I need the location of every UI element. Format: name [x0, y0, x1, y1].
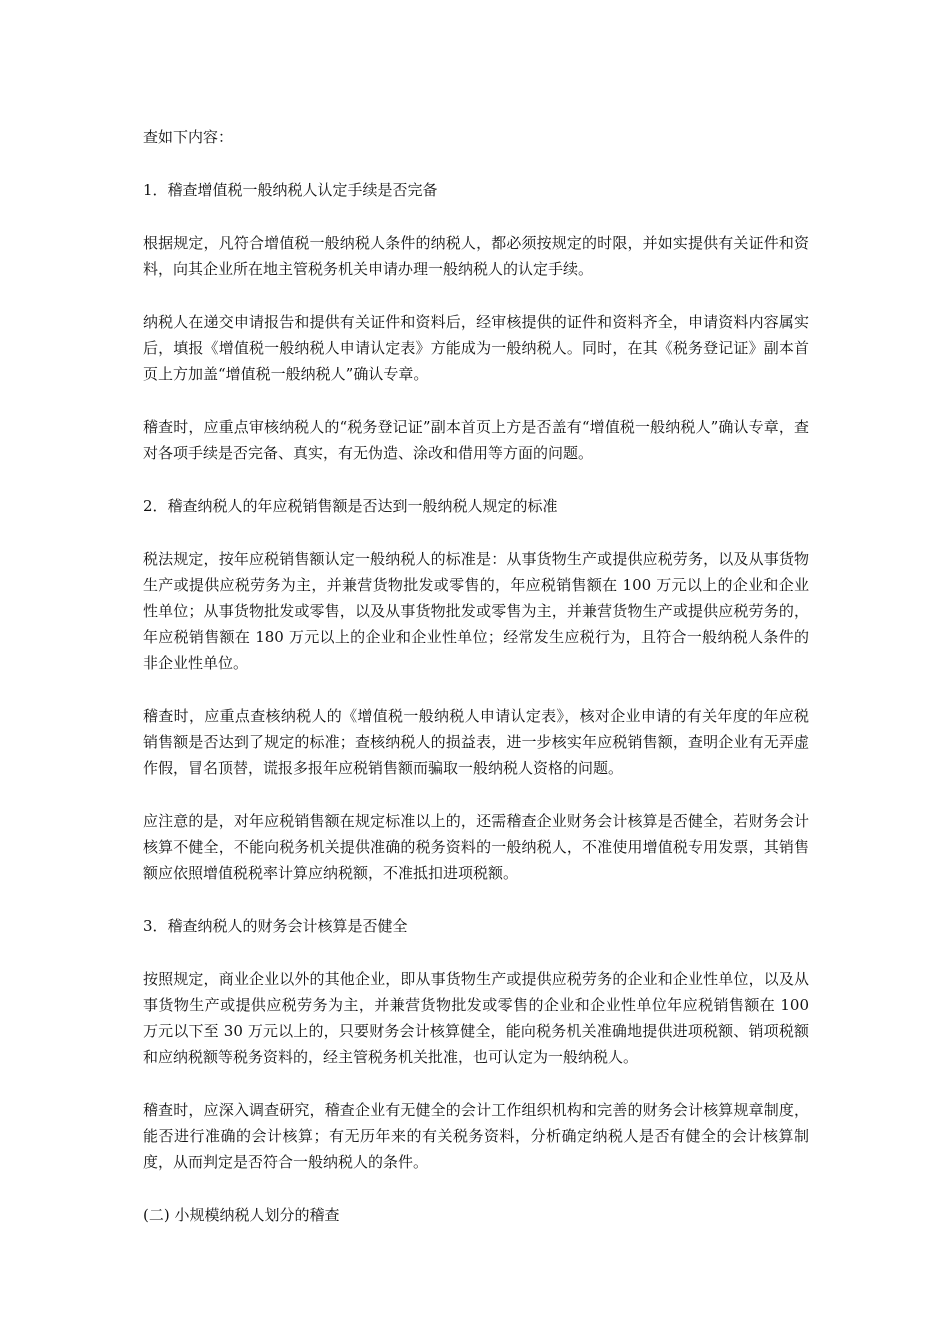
body-paragraph: 根据规定，凡符合增值税一般纳税人条件的纳税人，都必须按规定的时限，并如实提供有关证件和资料，向其企业所在地主管税务机关申请办理一般纳税人的认定手续。	[143, 234, 809, 278]
body-paragraph: 按照规定，商业企业以外的其他企业，即从事货物生产或提供应税劳务的企业和企业性单位，以及从事货物生产或提供应税劳务为主，并兼营货物批发或零售的企业和企业性单位年应税销售额在 100 万元以下至 30 万元以上的，只要财务会计核算健全，能向税务机关准确地提供进项税额、销项税额和应纳税额等税务资料的，经主管税务机关批准，也可认定为一般纳税人。	[143, 970, 809, 1066]
body-paragraph: 应注意的是，对年应税销售额在规定标准以上的，还需稽查企业财务会计核算是否健全，若财务会计核算不健全，不能向税务机关提供准确的税务资料的一般纳税人，不准使用增值税专用发票，其销售额应依照增值税税率计算应纳税额，不准抵扣进项税额。	[143, 812, 809, 882]
body-paragraph: 稽查时，应深入调查研究，稽查企业有无健全的会计工作组织机构和完善的财务会计核算规章制度，能否进行准确的会计核算；有无历年来的有关税务资料，分析确定纳税人是否有健全的会计核算制度，从而判定是否符合一般纳税人的条件。	[143, 1101, 809, 1171]
intro-line: 查如下内容：	[143, 128, 234, 146]
document-body	[143, 124, 809, 1255]
body-paragraph: 税法规定，按年应税销售额认定一般纳税人的标准是：从事货物生产或提供应税劳务，以及从事货物生产或提供应税劳务为主，并兼营货物批发或零售的，年应税销售额在 100 万元以上的企业和企业性单位；从事货物批发或零售，以及从事货物批发或零售为主，并兼营货物生产或提供应税劳务的，年应税销售额在 180 万元以上的企业和企业性单位；经常发生应税行为，且符合一般纳税人条件的非企业性单位。	[143, 550, 809, 672]
body-paragraph: 稽查时，应重点查核纳税人的《增值税一般纳税人申请认定表》，核对企业申请的有关年度的年应税销售额是否达到了规定的标准；查核纳税人的损益表，进一步核实年应税销售额，查明企业有无弄虚作假，冒名顶替，谎报多报年应税销售额而骗取一般纳税人资格的问题。	[143, 707, 809, 777]
section-heading-2: 2．稽查纳税人的年应税销售额是否达到一般纳税人规定的标准	[143, 497, 558, 515]
section-heading-3: 3．稽查纳税人的财务会计核算是否健全	[143, 917, 408, 935]
body-paragraph: 稽查时，应重点审核纳税人的“税务登记证”副本首页上方是否盖有“增值税一般纳税人”确认专章，查对各项手续是否完备、真实，有无伪造、涂改和借用等方面的问题。	[143, 418, 809, 462]
subsection-heading: (二) 小规模纳税人划分的稽查	[143, 1206, 340, 1224]
body-paragraph: 纳税人在递交申请报告和提供有关证件和资料后，经审核提供的证件和资料齐全，申请资料内容属实后，填报《增值税一般纳税人申请认定表》方能成为一般纳税人。同时，在其《税务登记证》副本首页上方加盖“增值税一般纳税人”确认专章。	[143, 313, 809, 383]
section-heading-1: 1．稽查增值税一般纳税人认定手续是否完备	[143, 181, 438, 199]
